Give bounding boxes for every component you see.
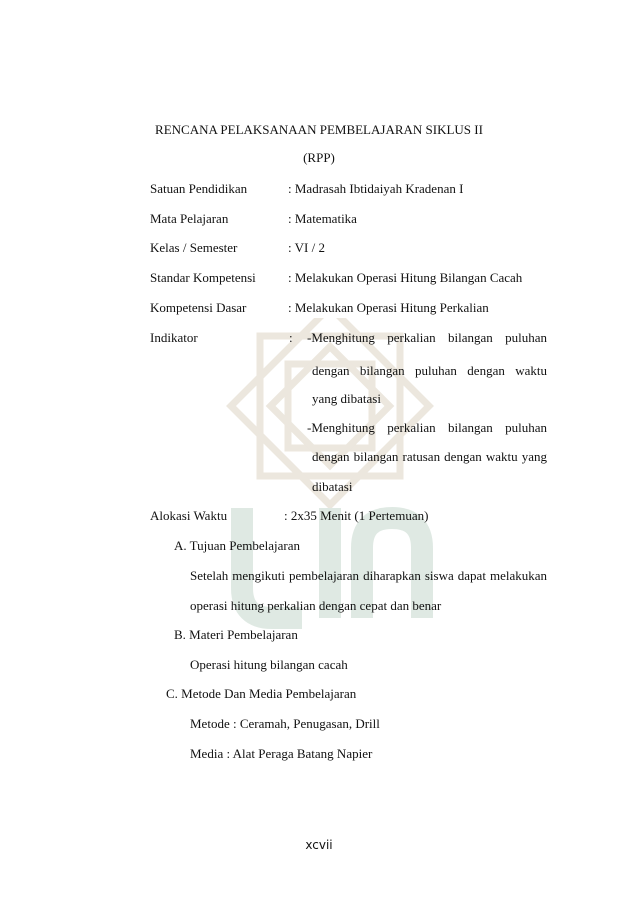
document-subtitle: (RPP) bbox=[303, 150, 335, 165]
alokasi-label: Alokasi Waktu bbox=[150, 508, 228, 523]
section-a-text: operasi hitung perkalian dengan cepat dan benar bbox=[190, 598, 442, 613]
section-b-heading: B. Materi Pembelajaran bbox=[174, 627, 298, 642]
field-label-sk: Standar Kompetensi bbox=[150, 270, 256, 285]
section-a-heading: A. Tujuan Pembelajaran bbox=[174, 538, 301, 553]
section-b-text: Operasi hitung bilangan cacah bbox=[190, 657, 348, 672]
indikator-line: -Menghitung perkalian bilangan puluhan bbox=[307, 420, 547, 435]
indikator-line: dengan bilangan puluhan dengan waktu bbox=[312, 363, 547, 378]
field-label-satuan: Satuan Pendidikan bbox=[150, 181, 248, 196]
indikator-line: dengan bilangan ratusan dengan waktu yang bbox=[312, 449, 547, 464]
indikator-colon: : bbox=[289, 330, 293, 345]
field-value-mapel: : Matematika bbox=[288, 211, 357, 226]
section-a-text: Setelah mengikuti pembelajaran diharapkan siswa dapat melakukan bbox=[190, 568, 547, 583]
field-value-kd: : Melakukan Operasi Hitung Perkalian bbox=[288, 300, 489, 315]
section-c-text: Metode : Ceramah, Penugasan, Drill bbox=[190, 716, 380, 731]
field-value-sk: : Melakukan Operasi Hitung Bilangan Cacah bbox=[288, 270, 523, 285]
indikator-label: Indikator bbox=[150, 330, 198, 345]
field-label-kd: Kompetensi Dasar bbox=[150, 300, 247, 315]
alokasi-value: : 2x35 Menit (1 Pertemuan) bbox=[284, 508, 429, 523]
indikator-line: dibatasi bbox=[312, 479, 353, 494]
page-number: xcvii bbox=[305, 838, 333, 852]
indikator-line: yang dibatasi bbox=[312, 391, 381, 406]
document-title: RENCANA PELAKSANAAN PEMBELAJARAN SIKLUS II bbox=[155, 122, 483, 137]
field-value-kelas: : VI / 2 bbox=[288, 240, 325, 255]
field-label-kelas: Kelas / Semester bbox=[150, 240, 238, 255]
section-c-text: Media : Alat Peraga Batang Napier bbox=[190, 746, 373, 761]
field-value-satuan: : Madrasah Ibtidaiyah Kradenan I bbox=[288, 181, 464, 196]
indikator-line: -Menghitung perkalian bilangan puluhan bbox=[307, 330, 547, 345]
section-c-heading: C. Metode Dan Media Pembelajaran bbox=[166, 686, 357, 701]
field-label-mapel: Mata Pelajaran bbox=[150, 211, 229, 226]
